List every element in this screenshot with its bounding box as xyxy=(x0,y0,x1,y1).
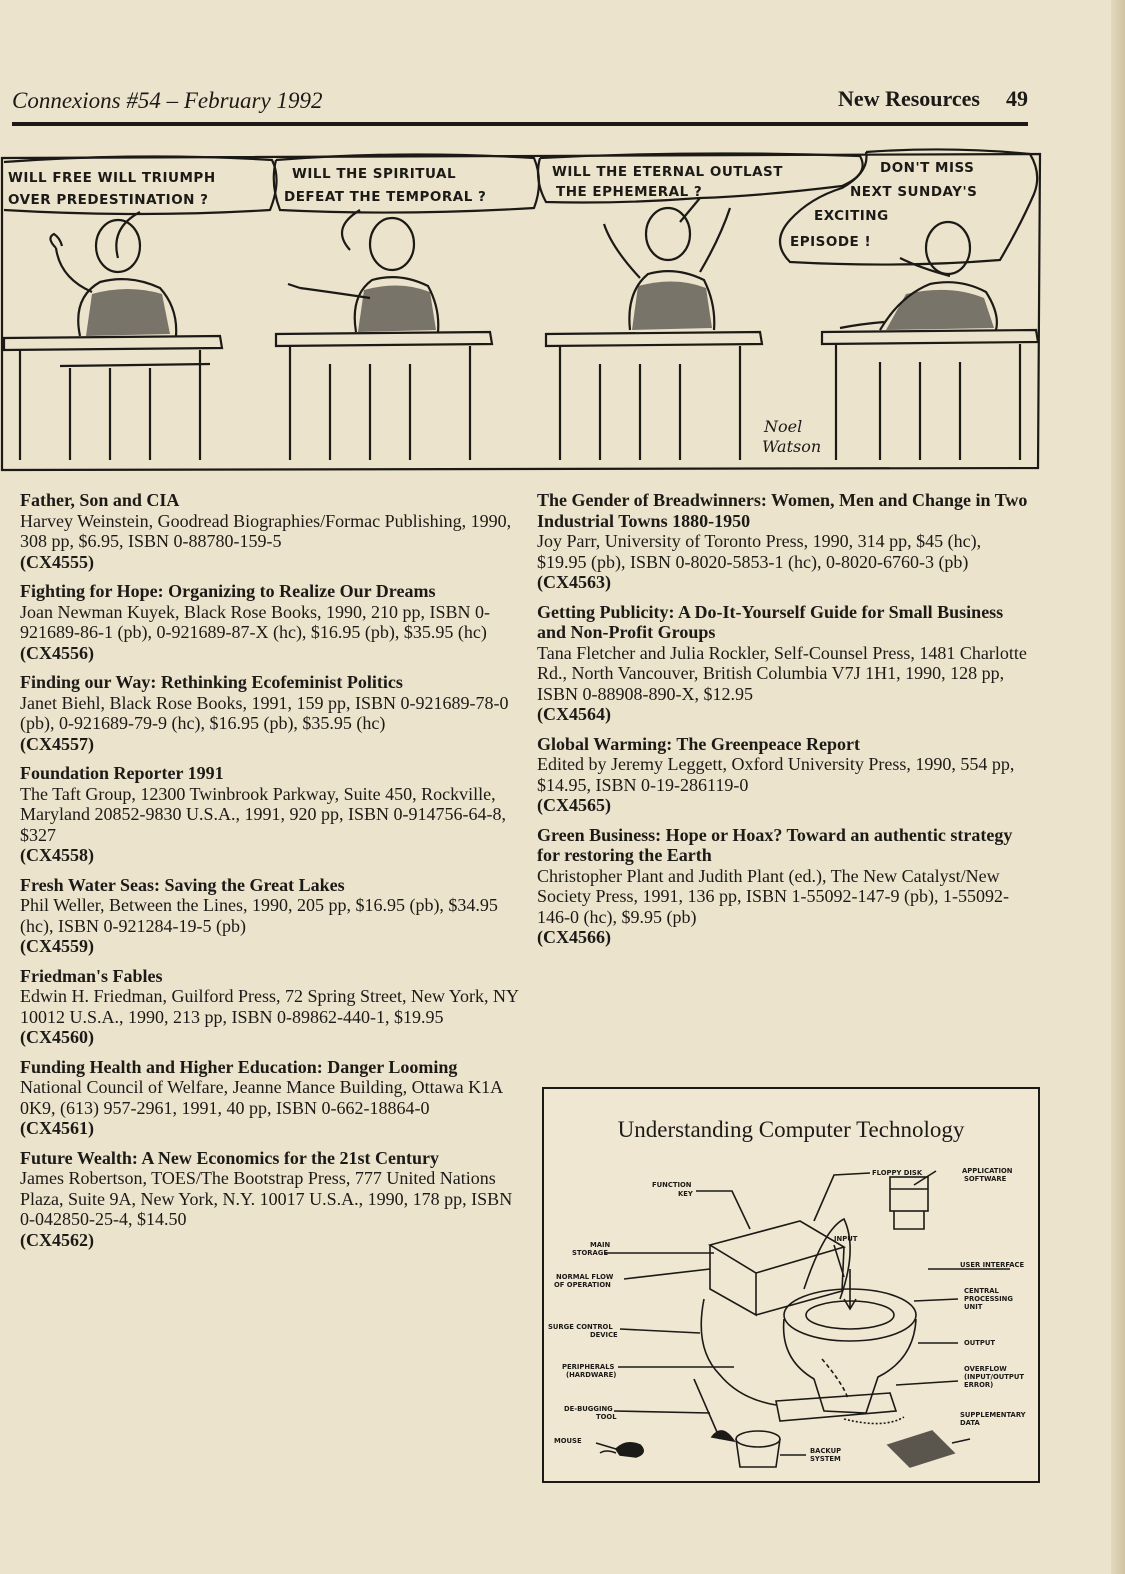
entry-code: (CX4559) xyxy=(20,936,94,956)
bubble-4-line-4: EPISODE ! xyxy=(790,234,872,250)
bubble-2-line-2: DEFEAT THE TEMPORAL ? xyxy=(284,189,487,205)
label-overflow-2: (INPUT/OUTPUT xyxy=(964,1373,1025,1381)
entry-code: (CX4561) xyxy=(20,1118,94,1138)
bubble-3-line-2: THE EPHEMERAL ? xyxy=(556,184,703,200)
entry-code: (CX4563) xyxy=(537,572,611,592)
bubble-1-line-2: OVER PREDESTINATION ? xyxy=(8,192,209,208)
entry-code: (CX4557) xyxy=(20,733,94,754)
label-function-key-1: FUNCTION xyxy=(652,1181,692,1189)
label-cpu-1: CENTRAL xyxy=(964,1287,999,1295)
entry-code: (CX4556) xyxy=(20,642,94,663)
page-edge xyxy=(1111,0,1125,1574)
label-user-interface: USER INTERFACE xyxy=(960,1261,1025,1269)
entry-title: Global Warming: The Greenpeace Report xyxy=(537,733,860,754)
header-rule xyxy=(12,122,1028,126)
entry-description: National Council of Welfare, Jeanne Mance Building, Ottawa K1A 0K9, (613) 957-2961, 1991, 40 pp, ISBN 0-662-18864-0 xyxy=(20,1077,503,1118)
label-function-key-2: KEY xyxy=(678,1190,693,1198)
entry-code: (CX4560) xyxy=(20,1027,94,1047)
entry-description: Tana Fletcher and Julia Rockler, Self-Counsel Press, 1481 Charlotte Rd., North Vancouver, British Columbia V7J 1H1, 1990, 128 pp, ISBN 0-88908-890-X, $12.95 xyxy=(537,642,1027,704)
resource-entry xyxy=(20,581,520,663)
label-application-software-1: APPLICATION xyxy=(962,1167,1013,1175)
bubble-4-line-2: NEXT SUNDAY'S xyxy=(850,184,978,200)
entry-description: Harvey Weinstein, Goodread Biographies/Formac Publishing, 1990, 308 pp, $6.95, ISBN 0-88780-159-5 xyxy=(20,510,512,551)
toilet-diagram xyxy=(544,1149,1038,1479)
resource-entry xyxy=(20,875,520,957)
figure-title: Understanding Computer Technology xyxy=(617,1117,965,1142)
entry-description: Edwin H. Friedman, Guilford Press, 72 Spring Street, New York, NY 10012 U.S.A., 1990, 213 pp, ISBN 0-89862-440-1, $19.95 xyxy=(20,986,519,1027)
left-column xyxy=(20,490,520,1259)
label-peripherals-2: (HARDWARE) xyxy=(566,1371,617,1379)
entry-title: Finding our Way: Rethinking Ecofeminist Politics xyxy=(20,672,403,692)
artist-signature-line-1: Noel xyxy=(764,417,803,436)
page-number: 49 xyxy=(1006,86,1028,111)
entry-description: The Taft Group, 12300 Twinbrook Parkway, Suite 450, Rockville, Maryland 20852-9830 U.S.A., 1991, 920 pp, ISBN 0-914756-64-8, $327 xyxy=(20,783,506,845)
entry-code: (CX4555) xyxy=(20,551,94,572)
label-mouse: MOUSE xyxy=(554,1437,582,1445)
label-surge-control-1: SURGE CONTROL xyxy=(548,1323,613,1331)
resource-entry xyxy=(537,825,1032,948)
entry-title: Fighting for Hope: Organizing to Realize Our Dreams xyxy=(20,581,436,601)
label-cpu-2: PROCESSING xyxy=(964,1295,1013,1303)
resource-entry xyxy=(20,1148,520,1251)
section-heading xyxy=(838,86,1028,112)
label-debugging-tool-1: DE-BUGGING xyxy=(564,1405,613,1413)
entry-description: Janet Biehl, Black Rose Books, 1991, 159 pp, ISBN 0-921689-78-0 (pb), 0-921689-79-9 (hc), $16.95 (pb), $35.95 (hc) xyxy=(20,692,509,733)
entry-title: Future Wealth: A New Economics for the 21st Century xyxy=(20,1147,439,1168)
entry-description: James Robertson, TOES/The Bootstrap Press, 777 United Nations Plaza, Suite 9A, New York, N.Y. 10017 U.S.A., 1990, 178 pp, ISBN 0-042850-25-4, $14.50 xyxy=(20,1168,513,1229)
label-surge-control-2: DEVICE xyxy=(590,1331,618,1339)
label-supplementary-data-1: SUPPLEMENTARY xyxy=(960,1411,1026,1419)
label-overflow-1: OVERFLOW xyxy=(964,1365,1007,1373)
bubble-3-line-1: WILL THE ETERNAL OUTLAST xyxy=(552,164,783,180)
bubble-2-line-1: WILL THE SPIRITUAL xyxy=(292,166,457,182)
resource-entry xyxy=(20,966,520,1048)
label-input: INPUT xyxy=(834,1235,858,1243)
label-overflow-3: ERROR) xyxy=(964,1381,994,1389)
section-title: New Resources xyxy=(838,86,980,111)
label-debugging-tool-2: TOOL xyxy=(596,1413,617,1421)
entry-title: The Gender of Breadwinners: Women, Men and Change in Two Industrial Towns 1880-1950 xyxy=(537,490,1028,531)
label-normal-flow-1: NORMAL FLOW xyxy=(556,1273,614,1281)
entry-title: Funding Health and Higher Education: Danger Looming xyxy=(20,1056,458,1077)
resource-entry xyxy=(537,734,1032,816)
label-peripherals-1: PERIPHERALS xyxy=(562,1363,615,1371)
entry-description: Joy Parr, University of Toronto Press, 1990, 314 pp, $45 (hc), $19.95 (pb), ISBN 0-8020-5853-1 (hc), 0-8020-6760-3 (pb) xyxy=(537,531,982,572)
entry-description: Phil Weller, Between the Lines, 1990, 205 pp, $16.95 (pb), $34.95 (hc), ISBN 0-921284-19-5 (pb) xyxy=(20,895,498,936)
label-application-software-2: SOFTWARE xyxy=(964,1175,1007,1183)
resource-entry xyxy=(20,490,520,572)
label-cpu-3: UNIT xyxy=(964,1303,983,1311)
entry-description: Edited by Jeremy Leggett, Oxford University Press, 1990, 554 pp, $14.95, ISBN 0-19-286119-0 xyxy=(537,754,1015,795)
entry-description: Joan Newman Kuyek, Black Rose Books, 1990, 210 pp, ISBN 0-921689-86-1 (pb), 0-921689-87-X (hc), $16.95 (pb), $35.95 (hc) xyxy=(20,601,490,642)
entry-code: (CX4566) xyxy=(537,927,611,947)
cartoon-illustration xyxy=(0,138,1042,474)
label-main-storage-1: MAIN xyxy=(590,1241,611,1249)
entry-code: (CX4565) xyxy=(537,795,611,815)
entry-title: Father, Son and CIA xyxy=(20,490,180,510)
label-normal-flow-2: OF OPERATION xyxy=(554,1281,611,1289)
artist-signature-line-2: Watson xyxy=(762,437,822,456)
label-backup-system-2: SYSTEM xyxy=(810,1455,841,1463)
cartoon-strip xyxy=(0,138,1042,474)
entry-title: Friedman's Fables xyxy=(20,965,163,986)
entry-description: Christopher Plant and Judith Plant (ed.), The New Catalyst/New Society Press, 1991, 136 pp, ISBN 1-55092-147-9 (pb), 1-55092-146-0 (hc), $9.95 (pb) xyxy=(537,865,1009,927)
resource-entry xyxy=(20,763,520,866)
bubble-4-line-1: DON'T MISS xyxy=(880,160,975,176)
label-backup-system-1: BACKUP xyxy=(810,1447,842,1455)
label-output: OUTPUT xyxy=(964,1339,996,1347)
computer-technology-figure xyxy=(542,1087,1040,1483)
entry-title: Getting Publicity: A Do-It-Yourself Guide for Small Business and Non-Profit Groups xyxy=(537,601,1004,642)
resource-entry xyxy=(20,672,520,754)
entry-title: Fresh Water Seas: Saving the Great Lakes xyxy=(20,874,345,895)
entry-code: (CX4564) xyxy=(537,704,611,724)
entry-code: (CX4562) xyxy=(20,1229,94,1250)
journal-issue: Connexions #54 – February 1992 xyxy=(12,88,323,113)
running-header xyxy=(12,82,1028,122)
right-column xyxy=(537,490,1032,957)
resource-entry xyxy=(537,602,1032,725)
entry-title: Green Business: Hope or Hoax? Toward an authentic strategy for restoring the Earth xyxy=(537,824,1013,865)
bubble-4-line-3: EXCITING xyxy=(814,208,889,224)
label-floppy-disk: FLOPPY DISK xyxy=(872,1169,923,1177)
entry-title: Foundation Reporter 1991 xyxy=(20,763,224,783)
resource-entry xyxy=(20,1057,520,1139)
resource-entry xyxy=(537,490,1032,593)
label-main-storage-2: STORAGE xyxy=(572,1249,609,1257)
entry-code: (CX4558) xyxy=(20,845,94,865)
label-supplementary-data-2: DATA xyxy=(960,1419,980,1427)
bubble-1-line-1: WILL FREE WILL TRIUMPH xyxy=(8,170,216,186)
